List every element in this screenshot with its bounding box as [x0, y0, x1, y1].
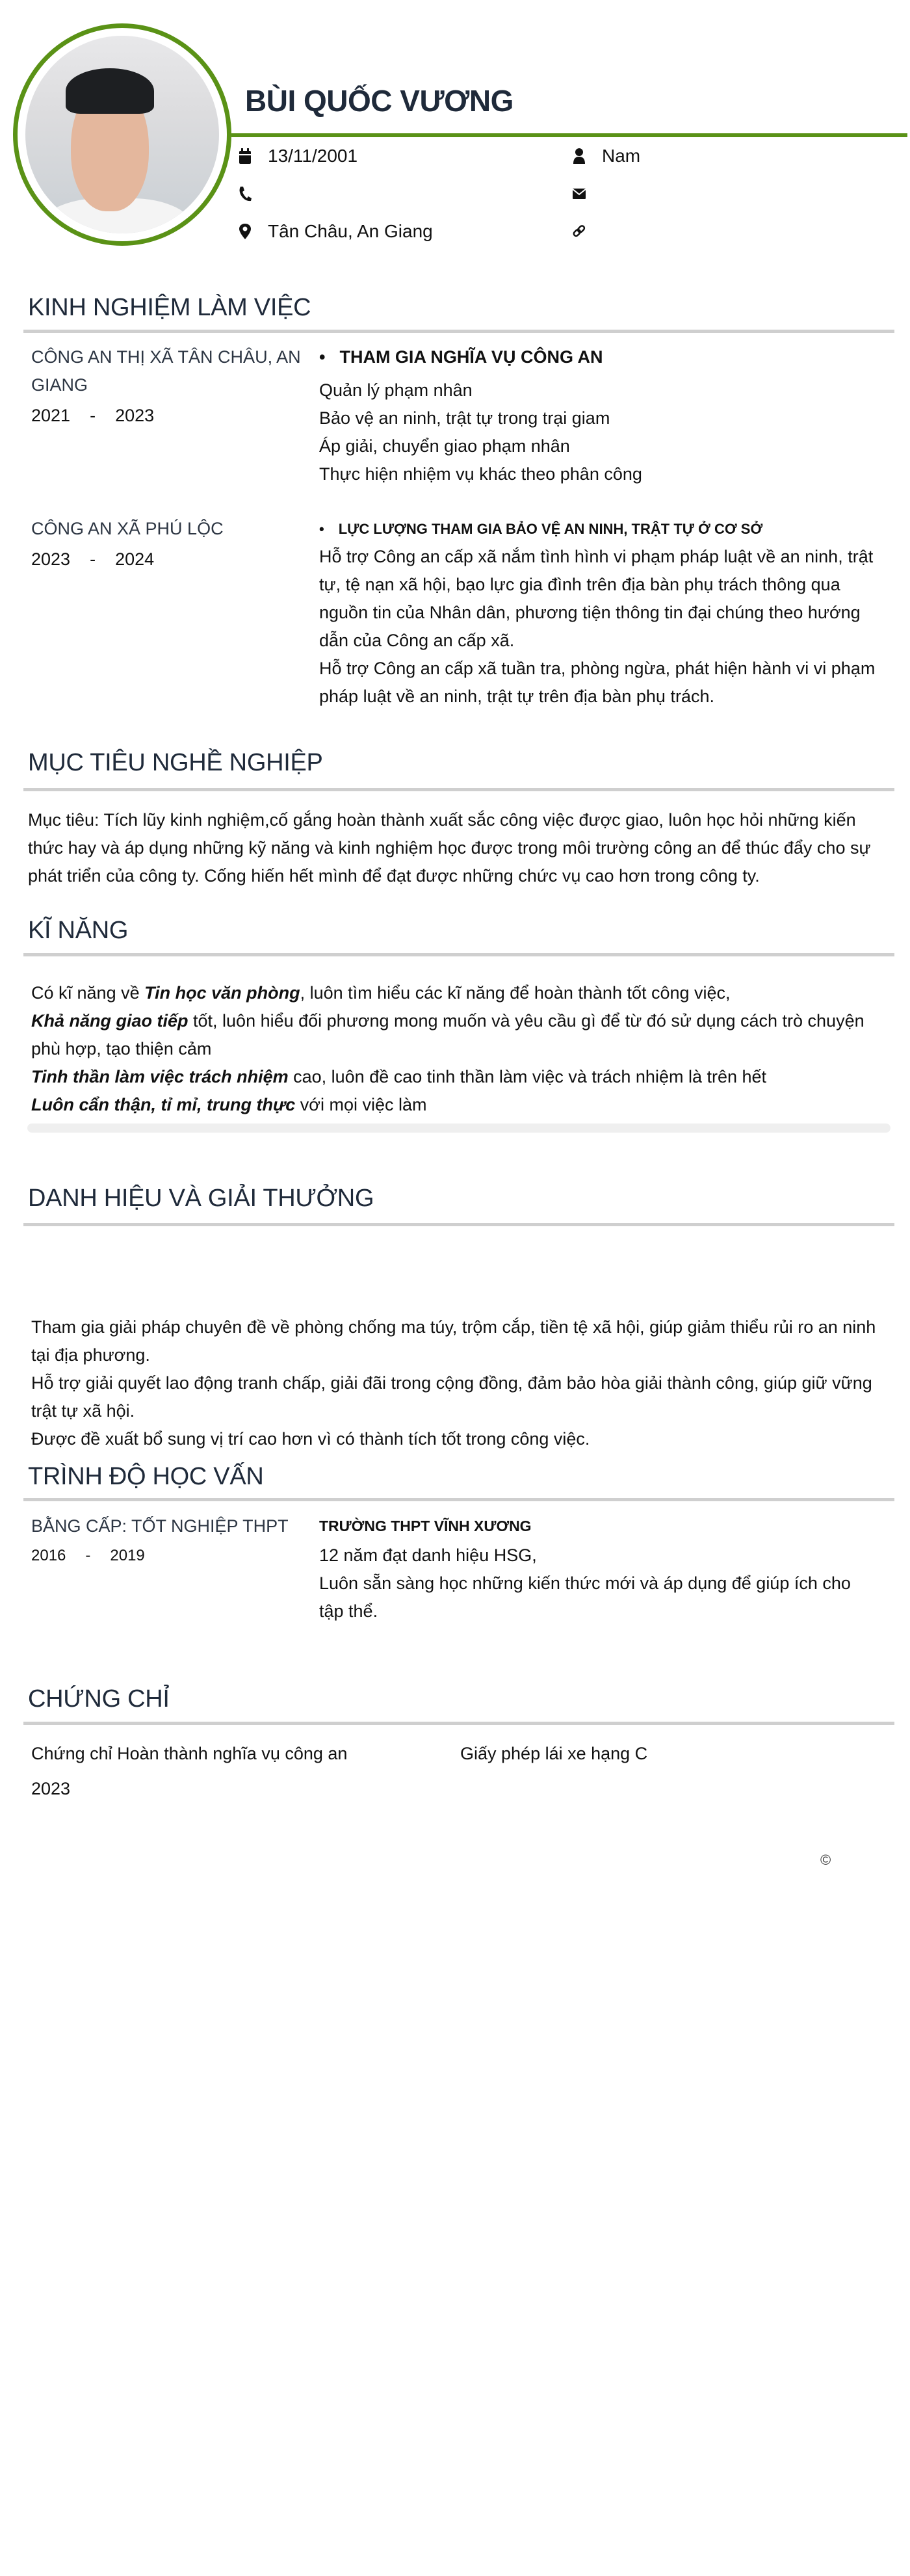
avatar [13, 23, 231, 246]
job-title-text: LỰC LƯỢNG THAM GIA BẢO VỆ AN NINH, TRẬT TỰ Ở CƠ SỞ [338, 520, 763, 537]
start-year: 2016 [31, 1547, 66, 1564]
section-divider [23, 1498, 894, 1501]
experience-details [319, 343, 878, 488]
skill-item: Luôn cẩn thận, tỉ mỉ, trung thực với mọi việc làm [31, 1095, 427, 1114]
end-year: 2024 [115, 549, 155, 569]
copyright: © [820, 1852, 831, 1868]
objective-text: Mục tiêu: Tích lũy kinh nghiệm,cố gắng hoàn thành xuất sắc công việc được giao, luôn học hỏi những kiến thức hay và áp dụng những kỹ năng và kinh nghiệm học được trong môi trường công an để thúc đẩy cho sự phát triển của công ty. Cống hiến hết mình để đạt được những chức vụ cao hơn trong công ty. [28, 810, 871, 886]
certificate-name: Giấy phép lái xe hạng C [460, 1744, 648, 1763]
awards-list [31, 1313, 889, 1453]
job-title: • THAM GIA NGHĨA VỤ CÔNG AN [319, 347, 603, 367]
date-separator: - [90, 406, 96, 425]
header-divider [231, 133, 907, 137]
date-separator: - [85, 1547, 91, 1564]
section-title-experience: KINH NGHIỆM LÀM VIỆC [28, 294, 311, 321]
start-year: 2021 [31, 406, 71, 425]
address-row [238, 218, 433, 244]
duty-line: Quản lý phạm nhân [319, 380, 473, 400]
user-icon [572, 148, 586, 164]
phone-row [238, 181, 268, 207]
education-details [319, 1512, 878, 1625]
envelope-icon [572, 185, 586, 202]
section-title-certificates: CHỨNG CHỈ [28, 1685, 170, 1713]
calendar-icon [238, 148, 252, 164]
section-divider [23, 1722, 894, 1725]
end-year: 2019 [110, 1547, 145, 1564]
section-title-awards: DANH HIỆU VÀ GIẢI THƯỞNG [28, 1185, 374, 1212]
map-marker-icon [238, 223, 252, 240]
birthdate: 13/11/2001 [268, 146, 358, 166]
section-title-skills: KĨ NĂNG [28, 917, 129, 944]
section-divider [23, 1223, 894, 1226]
school-name: TRƯỜNG THPT VĨNH XƯƠNG [319, 1518, 532, 1534]
skill-item: Tinh thần làm việc trách nhiệm cao, luôn đề cao tinh thần làm việc và trách nhiệm là trên hết [31, 1067, 767, 1086]
date-separator: - [90, 549, 96, 569]
website-row [572, 218, 602, 244]
education-degree [31, 1512, 304, 1570]
certificate-year: 2023 [31, 1779, 71, 1798]
gender: Nam [602, 146, 641, 166]
start-year: 2023 [31, 549, 71, 569]
skill-item: Khả năng giao tiếp tốt, luôn hiểu đối phương mong muốn và yêu cầu gì để từ đó sử dụng cách trò chuyện phù hợp, tạo thiện cảm [31, 1011, 864, 1058]
link-icon [572, 223, 586, 240]
candidate-name: BÙI QUỐC VƯƠNG [245, 84, 514, 118]
duty-line: Bảo vệ an ninh, trật tự trong trại giam [319, 408, 610, 428]
birthdate-row [238, 143, 358, 169]
experience-dates [31, 545, 304, 573]
award-item: Được đề xuất bổ sung vị trí cao hơn vì có thành tích tốt trong công việc. [31, 1429, 590, 1449]
education-dates [31, 1542, 304, 1570]
section-divider [23, 330, 894, 333]
email-row [572, 181, 602, 207]
experience-details [319, 515, 878, 711]
experience-company [31, 343, 304, 430]
end-year: 2023 [115, 406, 155, 425]
certificate-name: Chứng chỉ Hoàn thành nghĩa vụ công an [31, 1744, 348, 1763]
experience-company [31, 515, 304, 573]
company-name: CÔNG AN XÃ PHÚ LỘC [31, 519, 224, 538]
experience-dates [31, 402, 304, 430]
duty-line: Thực hiện nhiệm vụ khác theo phân công [319, 464, 642, 484]
certificate-item [460, 1736, 863, 1771]
job-title-text: THAM GIA NGHĨA VỤ CÔNG AN [339, 347, 603, 367]
skill-bar-track [27, 1124, 890, 1133]
section-divider [23, 953, 894, 956]
section-title-objective: MỤC TIÊU NGHỀ NGHIỆP [28, 749, 323, 776]
skills-list [31, 979, 889, 1119]
company-name: CÔNG AN THỊ XÃ TÂN CHÂU, AN GIANG [31, 347, 301, 395]
duty-line: Hỗ trợ Công an cấp xã tuần tra, phòng ngừa, phát hiện hành vi vi phạm pháp luật về an ninh, trật tự trên địa bàn phụ trách. [319, 659, 876, 706]
skill-item: Có kĩ năng về Tin học văn phòng, luôn tìm hiểu các kĩ năng để hoàn thành tốt công việc, [31, 983, 731, 1003]
address: Tân Châu, An Giang [268, 221, 433, 241]
phone-icon [238, 185, 252, 202]
education-line: Luôn sẵn sàng học những kiến thức mới và áp dụng để giúp ích cho tập thể. [319, 1573, 851, 1621]
duty-line: Áp giải, chuyển giao phạm nhân [319, 436, 570, 456]
certificate-item [31, 1736, 434, 1806]
award-item: Tham gia giải pháp chuyên đề về phòng chống ma túy, trộm cắp, tiền tệ xã hội, giúp giảm thiểu rủi ro an ninh tại địa phương. [31, 1317, 876, 1365]
section-title-education: TRÌNH ĐỘ HỌC VẤN [28, 1463, 264, 1490]
profile-photo [25, 36, 219, 233]
degree: BẰNG CẤP: TỐT NGHIỆP THPT [31, 1516, 289, 1536]
gender-row [572, 143, 640, 169]
education-line: 12 năm đạt danh hiệu HSG, [319, 1545, 537, 1565]
job-title: • LỰC LƯỢNG THAM GIA BẢO VỆ AN NINH, TRẬT TỰ Ở CƠ SỞ [319, 520, 763, 537]
award-item: Hỗ trợ giải quyết lao động tranh chấp, giải đãi trong cộng đồng, đảm bảo hòa giải thành công, giúp giữ vững trật tự xã hội. [31, 1373, 872, 1421]
duty-line: Hỗ trợ Công an cấp xã nắm tình hình vi phạm pháp luật về an ninh, trật tự, tệ nạn xã hội, bạo lực gia đình trên địa bàn phụ trách thông qua nguồn tin của Nhân dân, phương tiện thông tin đại chúng theo hướng dẫn của Công an cấp xã. [319, 547, 874, 650]
section-divider [23, 788, 894, 791]
